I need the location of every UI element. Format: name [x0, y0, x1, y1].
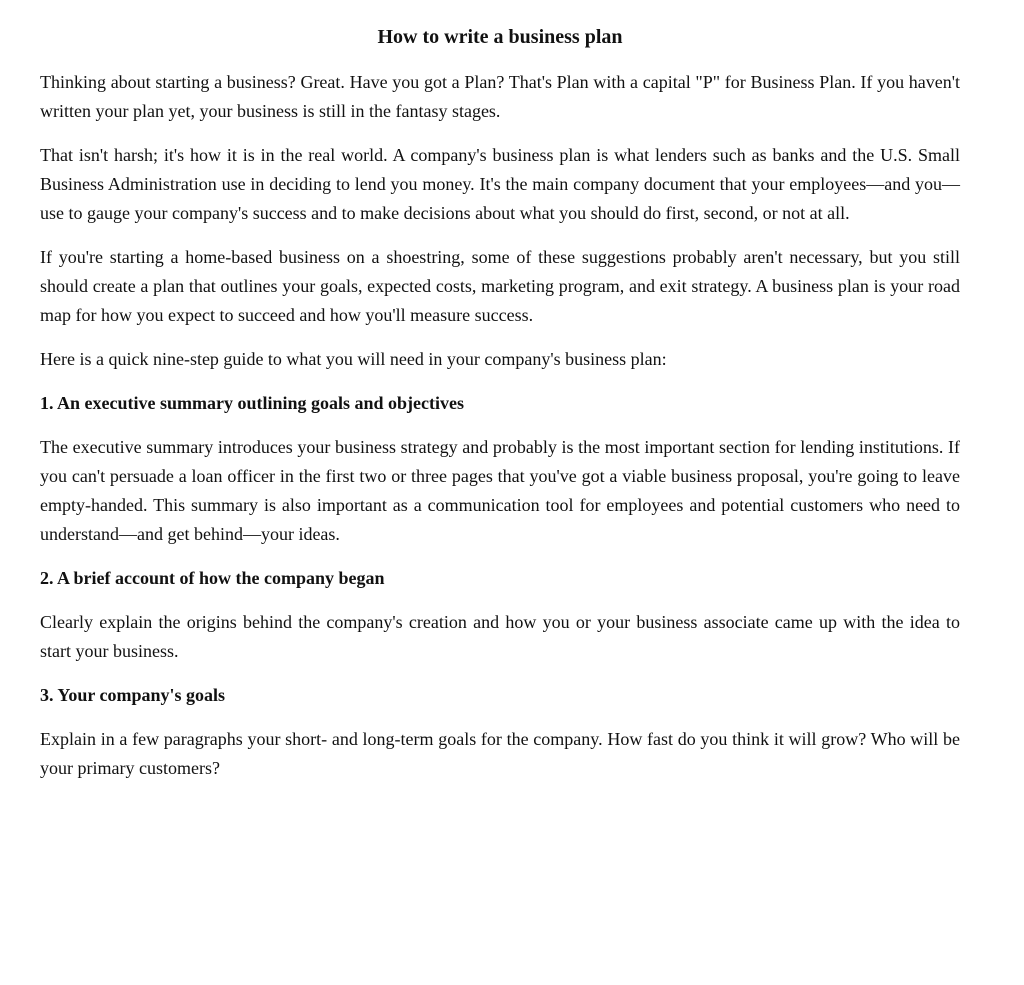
home-business-paragraph: If you're starting a home-based business on a shoestring, some of these suggestions probably aren't necessary, but you still should create a plan that outlines your goals, expected costs, marketing program, and exit strategy. A business plan is your road map for how you expect to succeed and how you'll measure success. [40, 247, 960, 325]
intro-paragraph: Thinking about starting a business? Great. Have you got a Plan? That's Plan with a capital "P" for Business Plan. If you haven't written your plan yet, your business is still in the fantasy stages. [40, 72, 960, 121]
section-heading-executive-summary: 1. An executive summary outlining goals and objectives [40, 393, 465, 413]
document-title: How to write a business plan [377, 26, 623, 48]
section-body-company-goals: Explain in a few paragraphs your short- and long-term goals for the company. How fast do you think it will grow? Who will be your primary customers? [40, 729, 960, 778]
document-page [40, 22, 960, 798]
guide-intro-paragraph: Here is a quick nine-step guide to what you will need in your company's business plan: [40, 349, 667, 369]
section-body-executive-summary: The executive summary introduces your business strategy and probably is the most important section for lending institutions. If you can't persuade a loan officer in the first two or three pages that you've got a viable business proposal, you're going to leave empty-handed. This summary is also important as a communication tool for employees and potential customers who need to understand—and get behind—your ideas. [40, 437, 960, 544]
section-body-company-origin: Clearly explain the origins behind the company's creation and how you or your business associate came up with the idea to start your business. [40, 612, 960, 661]
reality-paragraph: That isn't harsh; it's how it is in the real world. A company's business plan is what lenders such as banks and the U.S. Small Business Administration use in deciding to lend you money. It's the main company document that your employees—and you—use to gauge your company's success and to make decisions about what you should do first, second, or not at all. [40, 145, 960, 223]
section-heading-company-origin: 2. A brief account of how the company began [40, 568, 385, 588]
section-heading-company-goals: 3. Your company's goals [40, 685, 226, 705]
